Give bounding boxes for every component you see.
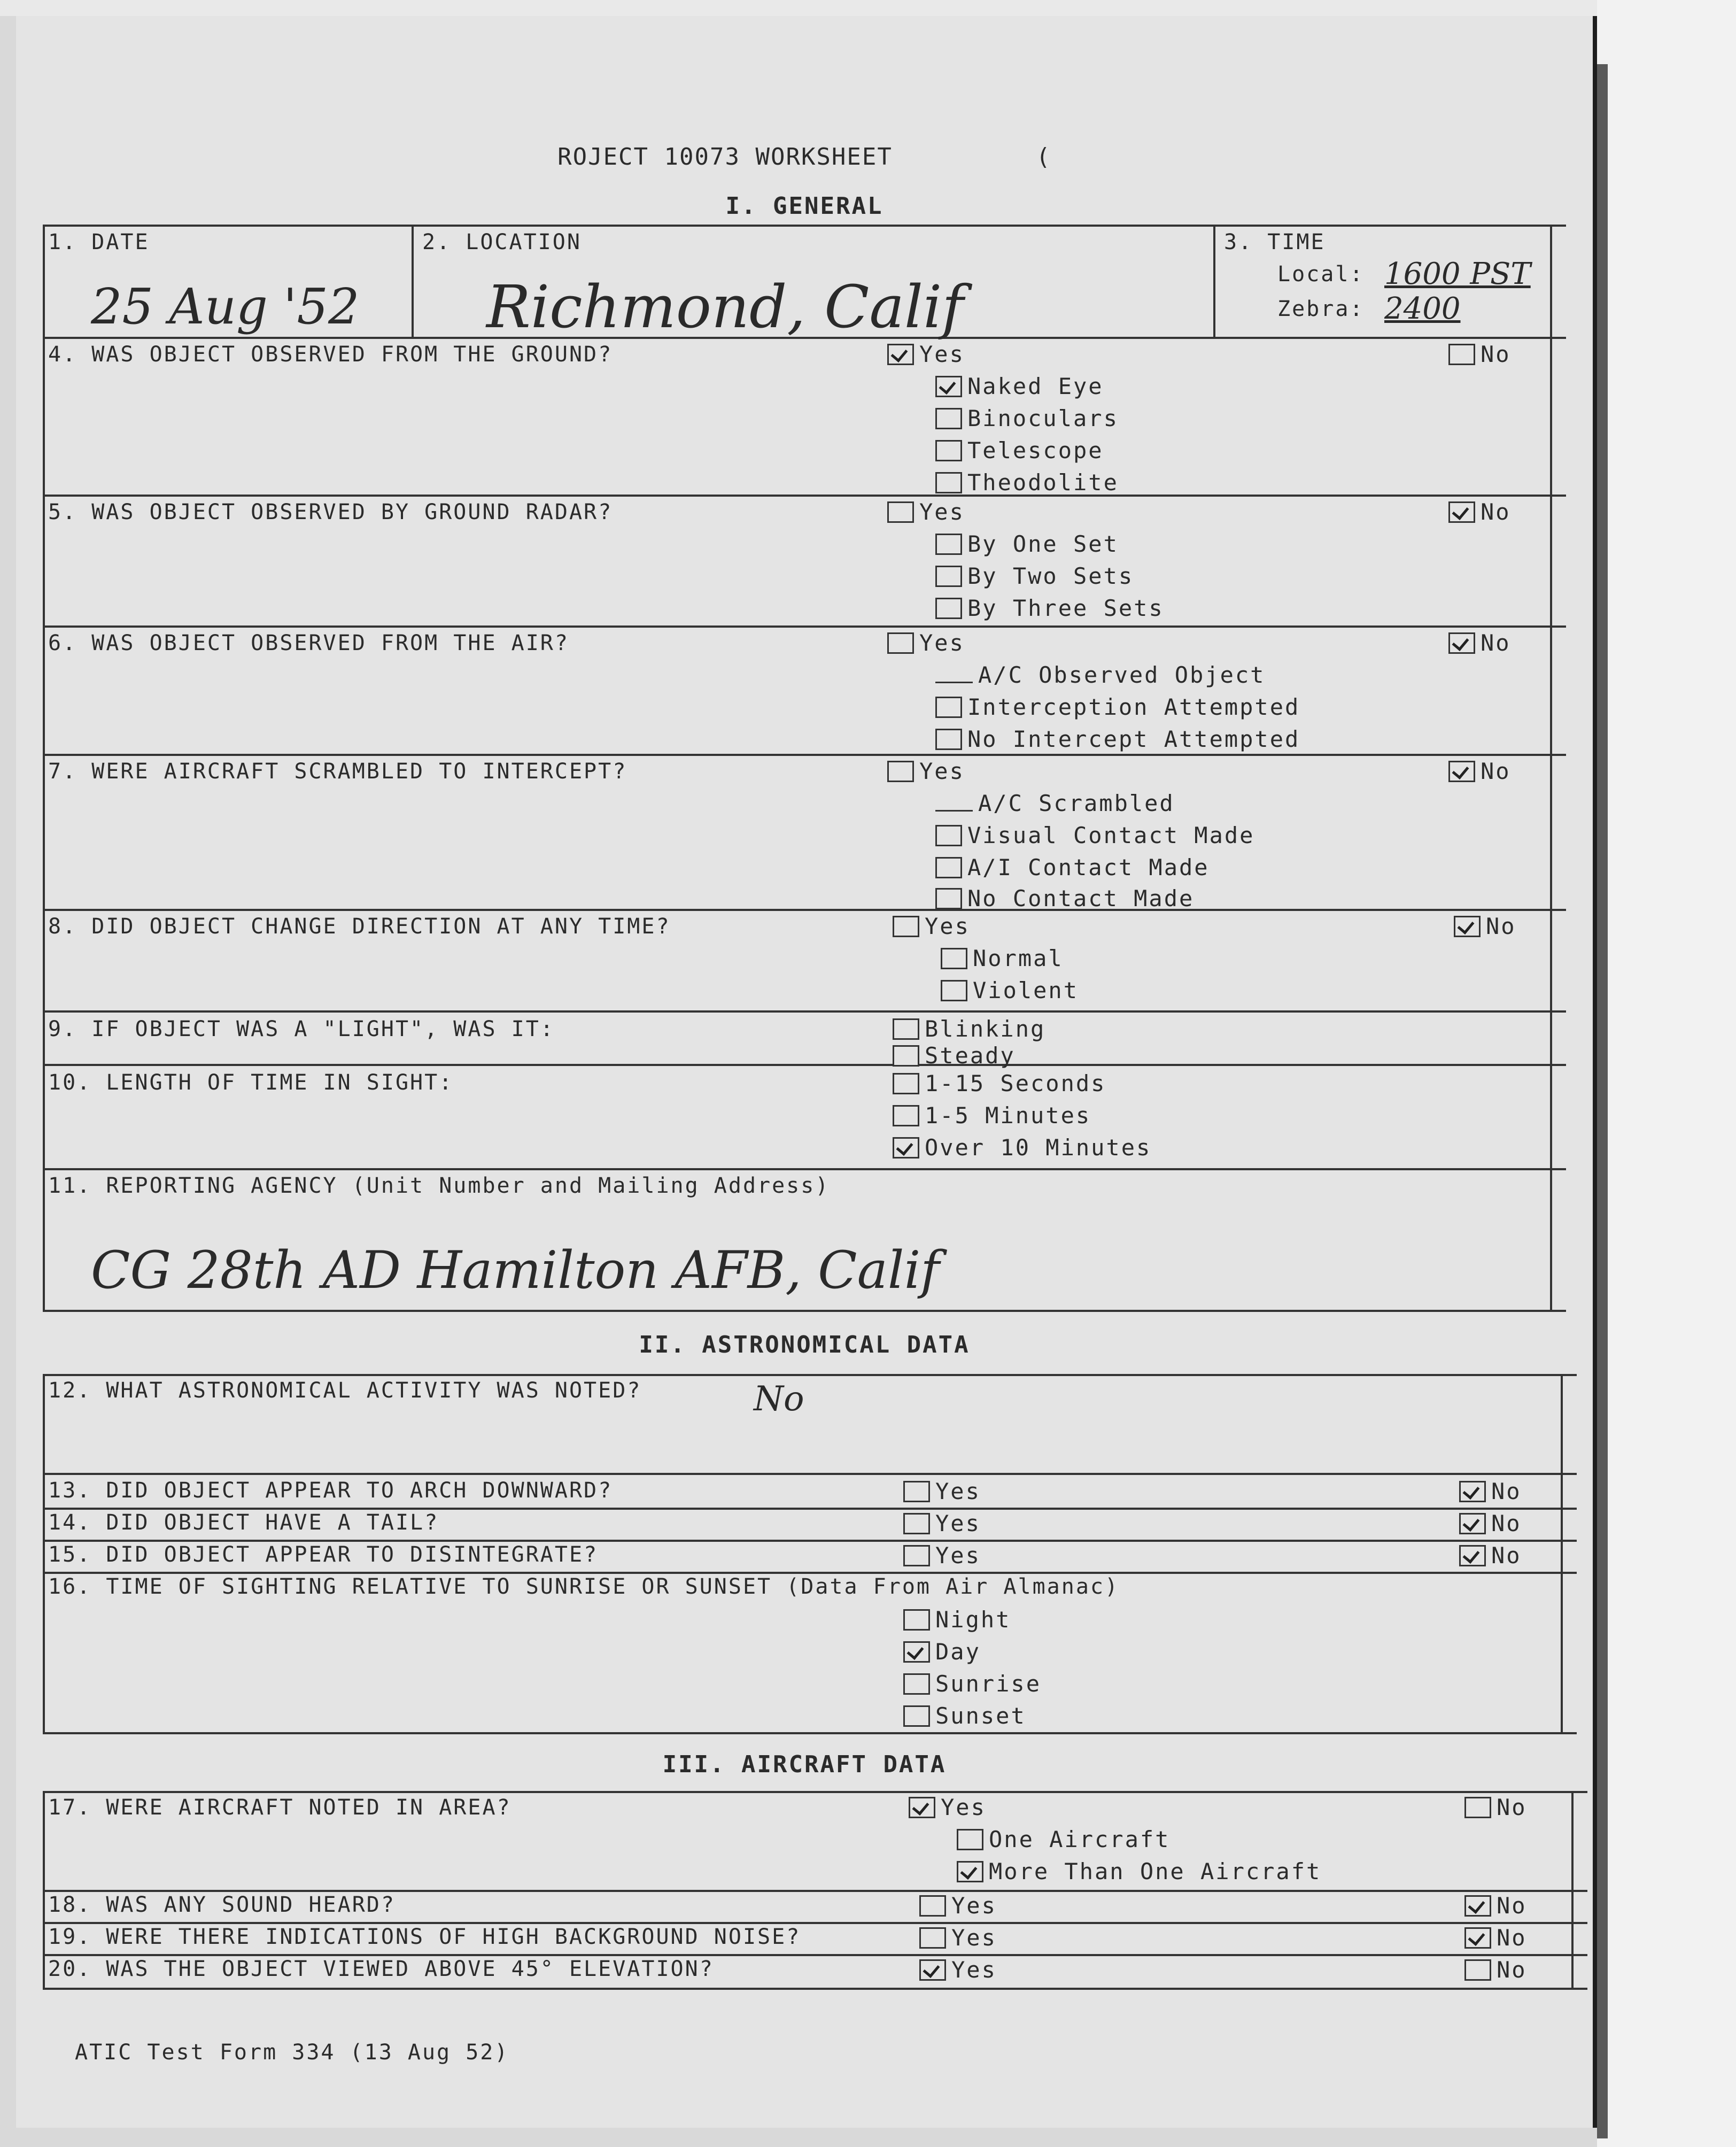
option-label: Interception Attempted — [967, 694, 1300, 720]
q4-opt-naked-eye[interactable] — [935, 373, 1104, 399]
q5-no-label: No — [1481, 499, 1511, 525]
checkbox-checked-icon[interactable] — [903, 1641, 930, 1663]
q11-agency-value: CG 28th AD Hamilton AFB, Calif — [91, 1240, 940, 1300]
q14-yes-label: Yes — [935, 1510, 981, 1536]
q2-location-value: Richmond, Calif — [486, 273, 964, 341]
q5-opt-one-set[interactable] — [935, 531, 1119, 557]
q14-no-label: No — [1491, 1510, 1522, 1536]
scan-border-top — [0, 0, 1736, 16]
q15-yes[interactable] — [903, 1542, 981, 1569]
option-label: 1-5 Minutes — [925, 1102, 1091, 1129]
q18-yes-label: Yes — [951, 1893, 997, 1919]
checkbox-checked-icon[interactable] — [1459, 1513, 1486, 1534]
checkbox-checked-icon[interactable] — [893, 1137, 919, 1159]
checkbox-icon[interactable] — [935, 857, 962, 878]
q5-yes-label: Yes — [919, 499, 965, 525]
option-label: Over 10 Minutes — [925, 1134, 1152, 1161]
q8-opt-normal[interactable] — [941, 945, 1064, 971]
q14-label: 14. DID OBJECT HAVE A TAIL? — [48, 1510, 439, 1535]
checkbox-icon[interactable] — [957, 1829, 983, 1850]
blank-line[interactable] — [935, 667, 973, 683]
q12-label: 12. WHAT ASTRONOMICAL ACTIVITY WAS NOTED? — [48, 1378, 642, 1403]
q19-no-label: No — [1497, 1925, 1527, 1951]
checkbox-icon[interactable] — [887, 501, 914, 523]
q16-opt-night[interactable] — [903, 1607, 1011, 1633]
q20-yes-label: Yes — [951, 1957, 997, 1983]
option-label: By Three Sets — [967, 595, 1164, 621]
checkbox-icon[interactable] — [935, 472, 962, 493]
checkbox-icon[interactable] — [893, 1105, 919, 1126]
checkbox-icon[interactable] — [903, 1705, 930, 1727]
checkbox-checked-icon[interactable] — [887, 344, 914, 365]
q5-opt-two-sets[interactable] — [935, 563, 1134, 589]
checkbox-icon[interactable] — [935, 408, 962, 429]
checkbox-checked-icon[interactable] — [1464, 1895, 1491, 1917]
checkbox-checked-icon[interactable] — [957, 1861, 983, 1882]
q4-opt-binoculars[interactable] — [935, 405, 1119, 431]
checkbox-icon[interactable] — [903, 1513, 930, 1534]
q7-yes-label: Yes — [919, 758, 965, 784]
checkbox-checked-icon[interactable] — [1459, 1481, 1486, 1502]
q4-label: 4. WAS OBJECT OBSERVED FROM THE GROUND? — [48, 342, 613, 367]
checkbox-icon[interactable] — [935, 888, 962, 909]
title-text: ROJECT 10073 WORKSHEET — [557, 143, 893, 171]
option-label: Visual Contact Made — [967, 822, 1255, 848]
option-label: Telescope — [967, 437, 1104, 464]
q12-value: No — [754, 1379, 804, 1419]
checkbox-icon[interactable] — [887, 761, 914, 782]
option-label: Sunset — [935, 1703, 1026, 1729]
q8-label: 8. DID OBJECT CHANGE DIRECTION AT ANY TIME? — [48, 914, 671, 939]
checkbox-icon[interactable] — [903, 1609, 930, 1631]
q4-yes[interactable] — [887, 341, 965, 367]
worksheet-page — [16, 16, 1597, 2128]
checkbox-icon[interactable] — [1464, 1797, 1491, 1818]
option-label: 1-15 Seconds — [925, 1070, 1106, 1096]
q1-label: 1. DATE — [48, 230, 150, 254]
worksheet-title — [16, 143, 1593, 171]
option-label: By One Set — [967, 531, 1119, 557]
q5-yes[interactable] — [887, 499, 965, 525]
checkbox-checked-icon[interactable] — [1448, 632, 1475, 654]
q7-yes[interactable] — [887, 758, 965, 784]
checkbox-checked-icon[interactable] — [1448, 761, 1475, 782]
q16-opt-day[interactable] — [903, 1639, 981, 1665]
checkbox-icon[interactable] — [893, 1018, 919, 1040]
q19-yes-label: Yes — [951, 1925, 997, 1951]
q15-yes-label: Yes — [935, 1542, 981, 1569]
q14-yes[interactable] — [903, 1510, 981, 1536]
option-label: More Than One Aircraft — [989, 1858, 1322, 1885]
q3-label: 3. TIME — [1224, 230, 1326, 254]
checkbox-icon[interactable] — [941, 948, 967, 969]
q3-zebra-value: 2400 — [1384, 291, 1461, 326]
q7-no[interactable] — [1448, 758, 1511, 784]
q13-label: 13. DID OBJECT APPEAR TO ARCH DOWNWARD? — [48, 1478, 613, 1503]
checkbox-icon[interactable] — [1448, 344, 1475, 365]
checkbox-checked-icon[interactable] — [1448, 501, 1475, 523]
q13-yes-label: Yes — [935, 1478, 981, 1504]
q5-label: 5. WAS OBJECT OBSERVED BY GROUND RADAR? — [48, 500, 613, 524]
q13-no[interactable] — [1459, 1478, 1522, 1504]
checkbox-icon[interactable] — [893, 916, 919, 937]
checkbox-icon[interactable] — [893, 1045, 919, 1067]
q9-label: 9. IF OBJECT WAS A "LIGHT", WAS IT: — [48, 1017, 555, 1041]
q7-label: 7. WERE AIRCRAFT SCRAMBLED TO INTERCEPT? — [48, 759, 627, 784]
option-label: No Intercept Attempted — [967, 726, 1300, 752]
q18-no[interactable] — [1464, 1893, 1527, 1919]
q6-yes[interactable] — [887, 630, 965, 656]
q6-no[interactable] — [1448, 630, 1511, 656]
option-label: A/C Scrambled — [978, 790, 1175, 816]
option-label: Violent — [973, 977, 1079, 1003]
checkbox-icon[interactable] — [935, 534, 962, 555]
q20-yes[interactable] — [919, 1957, 997, 1983]
q9-opt-steady[interactable] — [893, 1042, 1016, 1069]
q11-label: 11. REPORTING AGENCY (Unit Number and Mailing Address) — [48, 1173, 830, 1198]
option-label: One Aircraft — [989, 1826, 1171, 1852]
q6-label: 6. WAS OBJECT OBSERVED FROM THE AIR? — [48, 631, 569, 655]
q10-opt-over-10[interactable] — [893, 1134, 1151, 1161]
checkbox-checked-icon[interactable] — [1454, 916, 1481, 937]
q3-local-value: 1600 PST — [1384, 257, 1531, 291]
q17-no-label: No — [1497, 1794, 1527, 1820]
option-label: Blinking — [925, 1016, 1046, 1042]
q7-opt-no-contact[interactable] — [935, 885, 1194, 912]
q2-label: 2. LOCATION — [422, 230, 582, 254]
q20-label: 20. WAS THE OBJECT VIEWED ABOVE 45° ELEVATION? — [48, 1957, 714, 1981]
q10-label: 10. LENGTH OF TIME IN SIGHT: — [48, 1070, 454, 1095]
q7-opt-ai-contact[interactable] — [935, 854, 1210, 881]
q7-no-label: No — [1481, 758, 1511, 784]
q8-no-label: No — [1486, 913, 1516, 939]
q6-yes-label: Yes — [919, 630, 965, 656]
checkbox-checked-icon[interactable] — [919, 1959, 946, 1981]
checkbox-checked-icon[interactable] — [909, 1797, 935, 1818]
checkbox-icon[interactable] — [935, 566, 962, 587]
q7-opt-visual-contact[interactable] — [935, 822, 1254, 848]
option-label: By Two Sets — [967, 563, 1134, 589]
checkbox-icon[interactable] — [935, 440, 962, 461]
checkbox-icon[interactable] — [887, 632, 914, 654]
q18-label: 18. WAS ANY SOUND HEARD? — [48, 1893, 396, 1917]
q20-no[interactable] — [1464, 1957, 1527, 1983]
option-label: Normal — [973, 945, 1064, 971]
q4-opt-theodolite[interactable] — [935, 469, 1119, 496]
checkbox-icon[interactable] — [903, 1673, 930, 1695]
option-label: Theodolite — [967, 469, 1119, 496]
q9-opt-blinking[interactable] — [893, 1016, 1045, 1042]
q3-zebra-label: Zebra: — [1277, 297, 1365, 321]
checkbox-icon[interactable] — [919, 1927, 946, 1949]
q13-yes[interactable] — [903, 1478, 981, 1504]
q6-opt-no-intercept[interactable] — [935, 726, 1300, 752]
q18-yes[interactable] — [919, 1893, 997, 1919]
checkbox-icon[interactable] — [919, 1895, 946, 1917]
checkbox-icon[interactable] — [903, 1481, 930, 1502]
q4-no-label: No — [1481, 341, 1511, 367]
q8-opt-violent[interactable] — [941, 977, 1079, 1003]
q8-yes-label: Yes — [925, 913, 970, 939]
q16-label: 16. TIME OF SIGHTING RELATIVE TO SUNRISE OR SUNSET (Data From Air Almanac) — [48, 1574, 1120, 1599]
checkbox-icon[interactable] — [935, 697, 962, 718]
section-aircraft-heading: III. AIRCRAFT DATA — [662, 1751, 947, 1778]
checkbox-icon[interactable] — [903, 1545, 930, 1566]
q5-no[interactable] — [1448, 499, 1511, 525]
q17-opt-one[interactable] — [957, 1826, 1170, 1852]
blank-line[interactable] — [935, 795, 973, 812]
q6-opt-ac-observed[interactable] — [935, 662, 1265, 688]
q8-yes[interactable] — [893, 913, 970, 939]
q4-opt-telescope[interactable] — [935, 437, 1104, 464]
q19-label: 19. WERE THERE INDICATIONS OF HIGH BACKGROUND NOISE? — [48, 1925, 801, 1949]
checkbox-icon[interactable] — [935, 729, 962, 750]
q6-opt-interception[interactable] — [935, 694, 1300, 720]
option-label: No Contact Made — [967, 885, 1195, 912]
option-label: A/C Observed Object — [978, 662, 1266, 688]
checkbox-icon[interactable] — [935, 598, 962, 619]
checkbox-icon[interactable] — [893, 1073, 919, 1094]
q6-no-label: No — [1481, 630, 1511, 656]
q18-no-label: No — [1497, 1893, 1527, 1919]
q17-yes-label: Yes — [941, 1794, 986, 1820]
option-label: Day — [935, 1639, 981, 1665]
title-paren: ( — [1036, 143, 1051, 171]
q17-opt-more[interactable] — [957, 1858, 1321, 1885]
q3-local-label: Local: — [1277, 262, 1365, 287]
section-general-heading: I. GENERAL — [725, 192, 883, 220]
q17-yes[interactable] — [909, 1794, 986, 1820]
q20-no-label: No — [1497, 1957, 1527, 1983]
q16-opt-sunrise[interactable] — [903, 1671, 1041, 1697]
q17-label: 17. WERE AIRCRAFT NOTED IN AREA? — [48, 1795, 511, 1820]
q15-no[interactable] — [1459, 1542, 1522, 1569]
q7-opt-ac-scrambled[interactable] — [935, 790, 1175, 816]
checkbox-icon[interactable] — [941, 980, 967, 1001]
checkbox-checked-icon[interactable] — [935, 376, 962, 397]
option-label: Steady — [925, 1042, 1016, 1069]
option-label: Sunrise — [935, 1671, 1042, 1697]
q15-label: 15. DID OBJECT APPEAR TO DISINTEGRATE? — [48, 1542, 599, 1567]
checkbox-icon[interactable] — [1464, 1959, 1491, 1981]
q13-no-label: No — [1491, 1478, 1522, 1504]
checkbox-checked-icon[interactable] — [1459, 1545, 1486, 1566]
scan-border-right — [1597, 0, 1736, 2147]
q10-opt-minutes[interactable] — [893, 1102, 1091, 1129]
q1-date-value: 25 Aug '52 — [91, 278, 360, 335]
q10-opt-seconds[interactable] — [893, 1070, 1106, 1096]
q4-yes-label: Yes — [919, 341, 965, 367]
checkbox-icon[interactable] — [935, 825, 962, 846]
q15-no-label: No — [1491, 1542, 1522, 1569]
q8-no[interactable] — [1454, 913, 1516, 939]
q5-opt-three-sets[interactable] — [935, 595, 1164, 621]
q14-no[interactable] — [1459, 1510, 1522, 1536]
option-label: A/I Contact Made — [967, 854, 1210, 881]
q16-opt-sunset[interactable] — [903, 1703, 1026, 1729]
form-footer: ATIC Test Form 334 (13 Aug 52) — [75, 2040, 509, 2065]
q19-no[interactable] — [1464, 1925, 1527, 1951]
section-astro-heading: II. ASTRONOMICAL DATA — [639, 1331, 970, 1358]
checkbox-checked-icon[interactable] — [1464, 1927, 1491, 1949]
option-label: Night — [935, 1607, 1011, 1633]
option-label: Binoculars — [967, 405, 1119, 431]
q17-no[interactable] — [1464, 1794, 1527, 1820]
q19-yes[interactable] — [919, 1925, 997, 1951]
q4-no[interactable] — [1448, 341, 1511, 367]
option-label: Naked Eye — [967, 373, 1104, 399]
